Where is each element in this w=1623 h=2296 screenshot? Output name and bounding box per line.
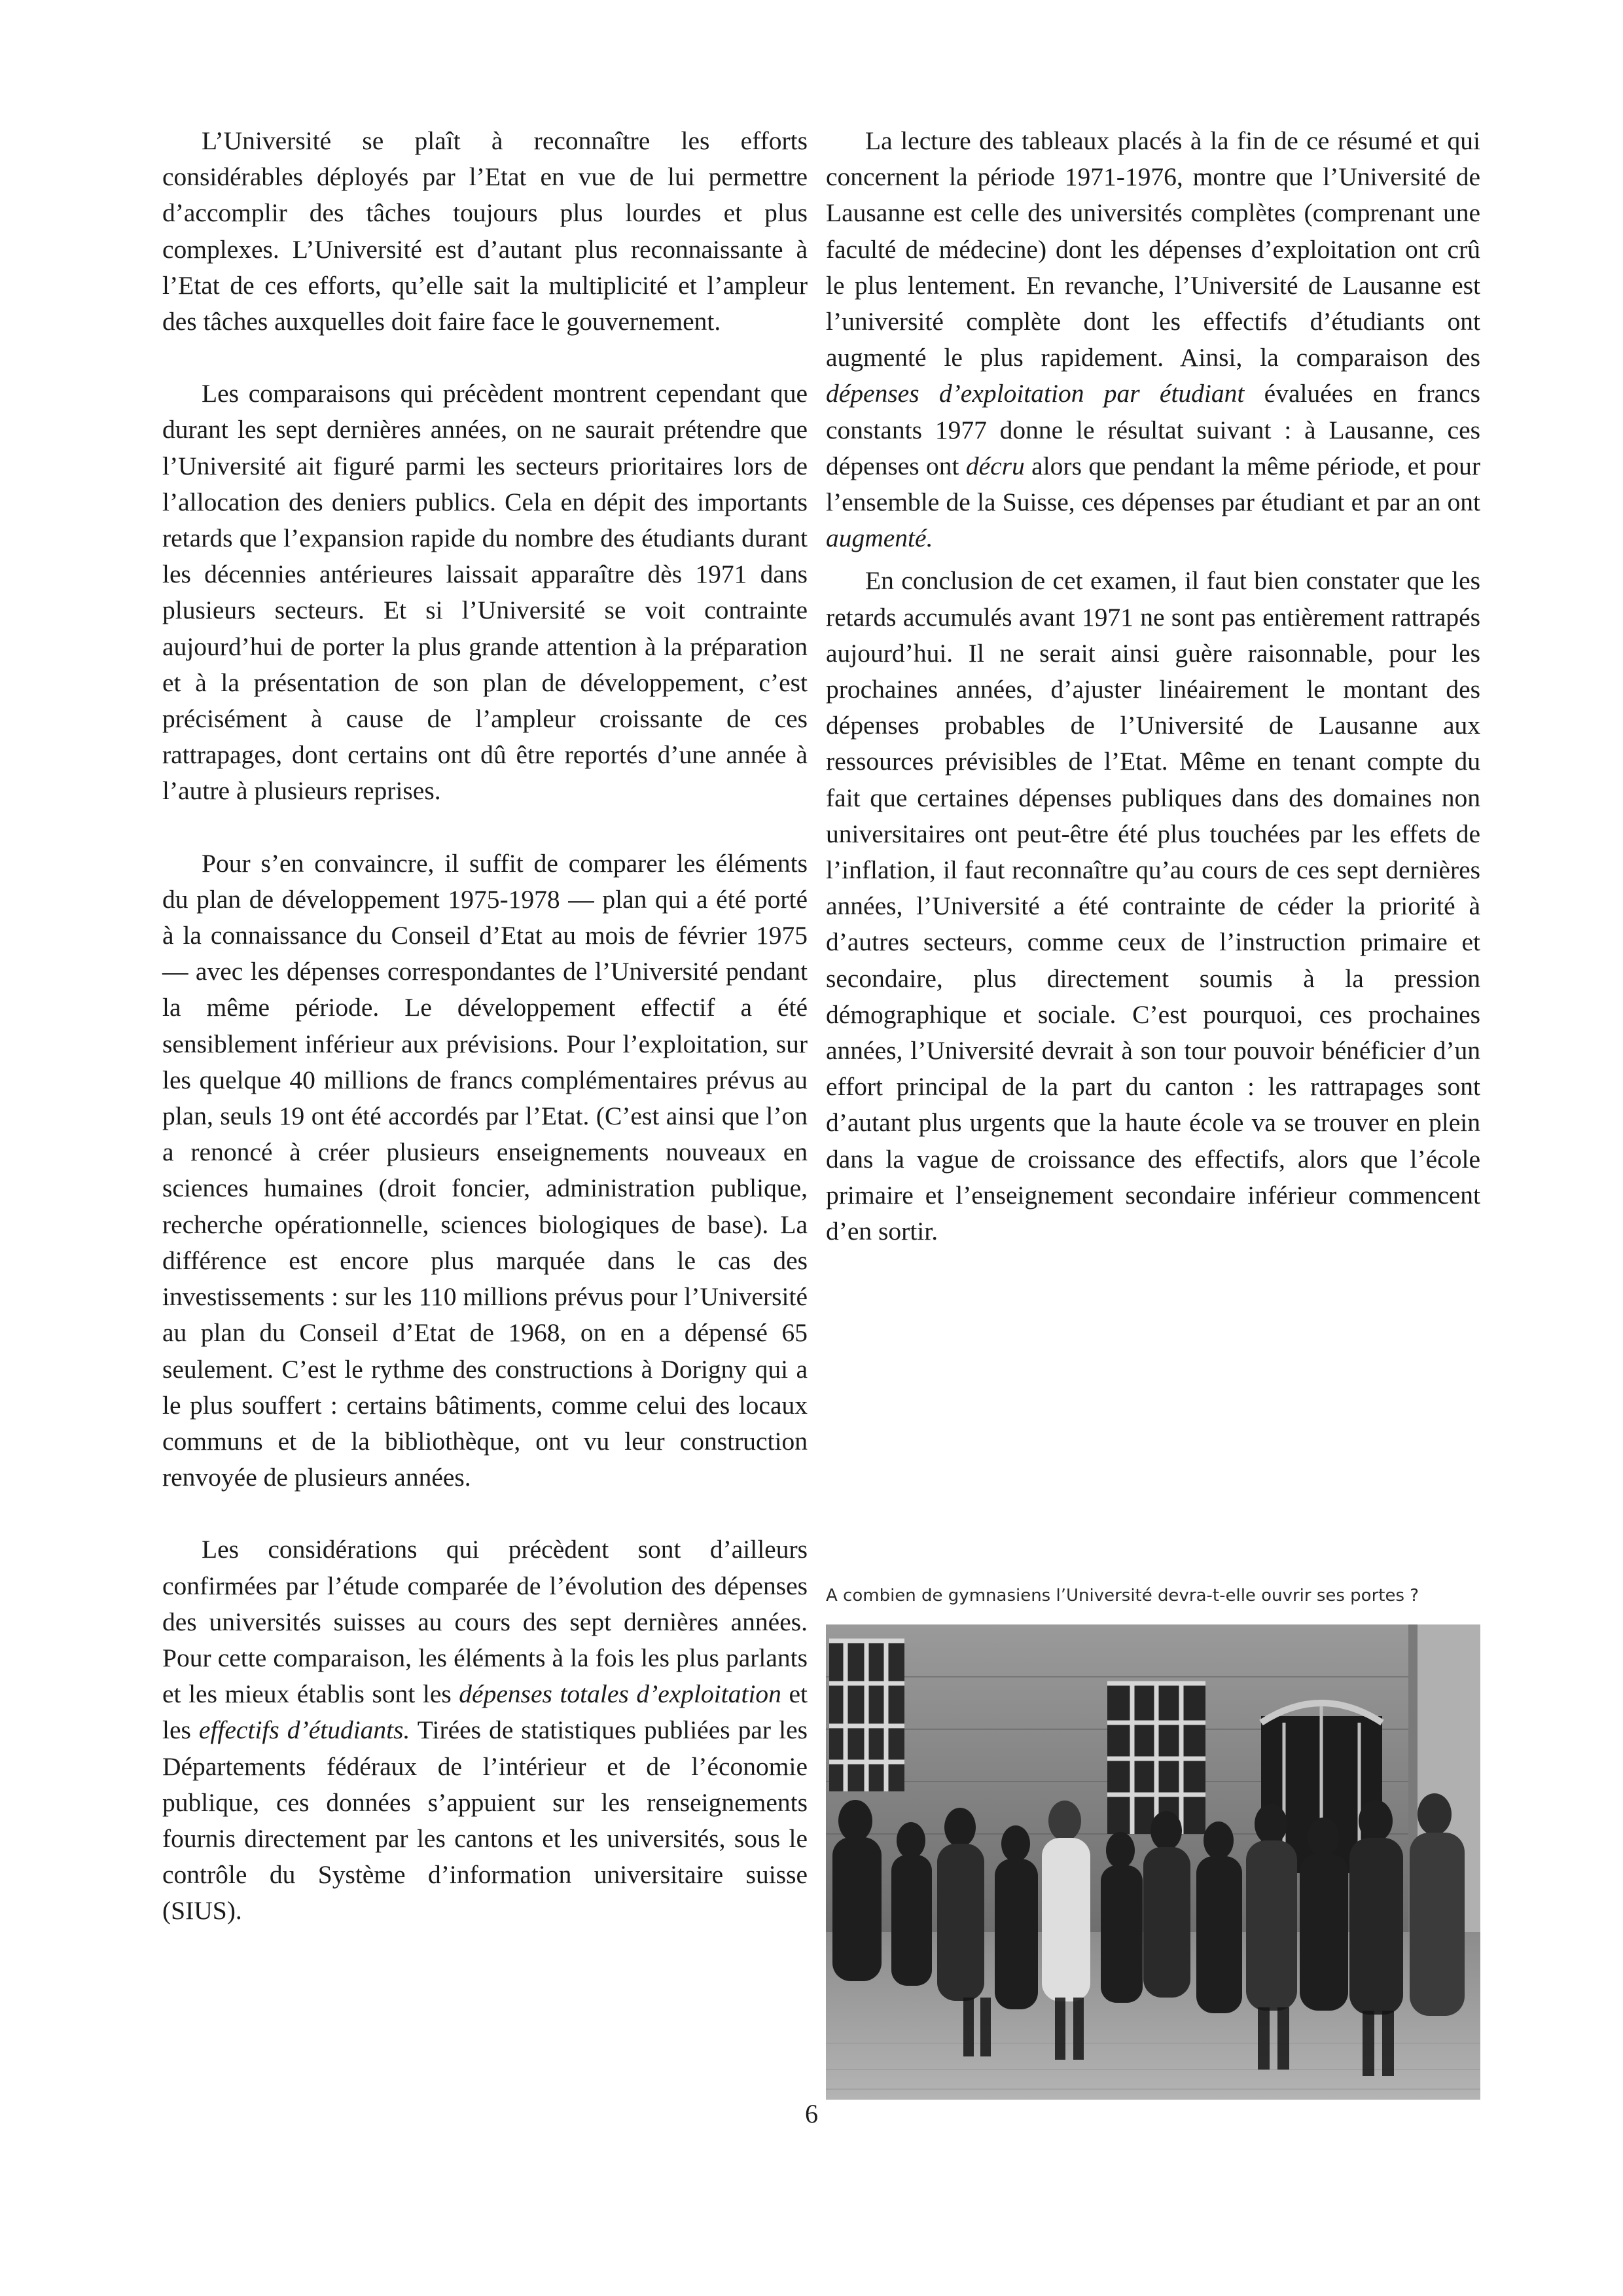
students-photo-illustration <box>826 1624 1480 2100</box>
paragraph-conclusion: En conclusion de cet examen, il faut bien constater que les retards accumulés avant 1971 ne sont pas entièrement rattrapés aujourd’hui. Il ne serait ainsi guère raisonnable, pour les prochaines années, d’ajuster linéairement le montant des dépenses probables de l’Université de Lausanne aux ressources prévisibles de l’Etat. Même en tenant compte du fait que certaines dépenses publiques dans des domaines non universitaires ont peut-être été plus touchées par les effets de l’inflation, il faut reconnaître qu’au cours de ces sept dernières années, l’Université a été contrainte de céder la priorité à d’autres secteurs, comme ceux de l’instruction primaire et secondaire, plus directement soumis à la pression démographique et sociale. C’est pourquoi, ces prochaines années, l’Université devrait à son tour pouvoir bénéficier d’un effort principal de la part du canton : les rattrapages sont d’autant plus urgents que la haute école va se trouver en plein dans la vague de croissance des effectifs, alors que l’école primaire et l’enseignement secondaire inférieur commencent d’en sortir. <box>826 566 1480 1246</box>
emphasis-text: effectifs d’étudiants. <box>198 1715 410 1745</box>
paragraph-text: alors que pendant la même période, et pour l’ensemble de la Suisse, ces dépenses par étudiant et par an ont <box>826 451 1480 517</box>
emphasis-text: dépenses d’exploitation par étudiant <box>826 379 1245 408</box>
paragraph-text: évaluées en francs constants 1977 donne le résultat suivant : à Lausanne, ces dépenses ont <box>826 379 1480 480</box>
page-number: 6 <box>805 2099 818 2128</box>
paragraph-text: et les <box>162 1679 808 1745</box>
paragraph-tables-reading <box>826 123 1480 556</box>
window-left <box>829 1641 904 1791</box>
paragraph-comparisons: Les comparaisons qui précèdent montrent cependant que durant les sept dernières années, on ne saurait prétendre que l’Université ait figuré parmi les secteurs prioritaires lors de l’allocation des deniers publics. Cela en dépit des importants retards que l’expansion rapide du nombre des étudiants durant les décennies antérieures laissait apparaître dès 1971 dans plusieurs secteurs. Et si l’Université se voit contrainte aujourd’hui de porter la plus grande attention à la préparation et à la présentation de son plan de développement, c’est précisément à cause de l’ampleur croissante de ces rattrapages, dont certains ont dû être reportés d’une année à l’autre à plusieurs reprises. <box>162 379 808 806</box>
emphasis-text: dépenses totales d’exploitation <box>459 1679 781 1709</box>
students-photo <box>826 1624 1480 2100</box>
figure-caption: A combien de gymnasiens l’Université devra-t-elle ouvrir ses portes ? <box>826 1586 1419 1605</box>
paragraph-university-thanks: L’Université se plaît à reconnaître les efforts considérables déployés par l’Etat en vue de lui permettre d’accomplir des tâches toujours plus lourdes et plus complexes. L’Université est d’autant plus reconnaissante à l’Etat de ces efforts, qu’elle sait la multiplicité et l’ampleur des tâches auxquelles doit faire face le gouvernement. <box>162 126 808 336</box>
paragraph-development-plan: Pour s’en convaincre, il suffit de comparer les éléments du plan de développement 1975-1978 — plan qui a été porté à la connaissance du Conseil d’Etat au mois de février 1975 — avec les dépenses correspondantes de l’Université pendant la même période. Le développement effectif a été sensiblement inférieur aux prévisions. Pour l’exploitation, sur les quelque 40 millions de francs complémentaires prévus au plan, seuls 19 ont été accordés par l’Etat. (C’est ainsi que l’on a renoncé à créer plusieurs enseignements nouveaux en sciences humaines (droit foncier, administration publique, recherche opérationnelle, sciences biologiques de base). La différence est encore plus marquée dans le cas des investissements : sur les 110 millions prévus pour l’Université au plan du Conseil d’Etat de 1968, on en a dépensé 65 seulement. C’est le rythme des constructions à Dorigny qui a le plus souffert : certains bâtiments, comme celui des locaux communs et de la bibliothèque, ont vu leur construction renvoyée de plusieurs années. <box>162 848 808 1492</box>
right-text-column <box>826 123 1480 1249</box>
emphasis-text: augmenté. <box>826 524 933 553</box>
paragraph-text: La lecture des tableaux placés à la fin de ce résumé et qui concernent la période 1971-1976, montre que l’Université de Lausanne est celle des universités complètes (comprenant une faculté de médecine) dont les dépenses d’exploitation ont crû le plus lentement. En revanche, l’Université de Lausanne est l’université complète dont les effectifs d’étudiants ont augmenté le plus rapidement. Ainsi, la comparaison des <box>826 126 1480 372</box>
paragraph-text: Les considérations qui précèdent sont d’ailleurs confirmées par l’étude comparée de l’évolution des dépenses des universités suisses au cours des sept dernières années. Pour cette comparaison, les éléments à la fois les plus parlants et les mieux établis sont les <box>162 1535 808 1709</box>
paragraph-text: Tirées de statistiques publiées par les Départements fédéraux de l’intérieur et de l’économie publique, ces données s’appuient sur les renseignements fournis directement par les cantons et les universités, sous le contrôle du Système d’information universitaire suisse (SIUS). <box>162 1715 808 1926</box>
paragraph-swiss-universities <box>162 1532 808 1929</box>
emphasis-text: décru <box>965 451 1025 480</box>
window-middle <box>1107 1683 1205 1834</box>
left-text-column <box>162 123 808 1929</box>
